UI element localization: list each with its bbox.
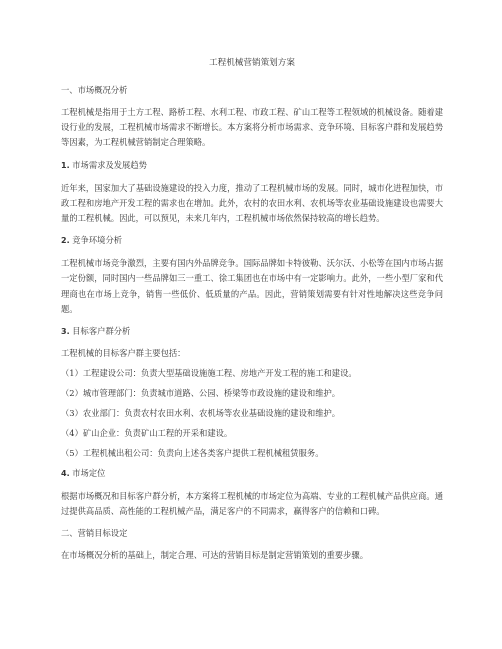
competition-paragraph: 工程机械市场竞争激烈，主要有国内外品牌竞争。国际品牌如卡特彼勒、沃尔沃、小松等在国内市场占据一定份额，同时国内一些品牌如三一重工、徐工集团也在市场中有一定影响力。此外，一些小型厂家和代理商也在市场上竞争，销售一些低价、低质量的产品。因此，营销策划需要有针对性地解决这些竞争问题。 (61, 258, 443, 314)
document-title: 工程机械营销策划方案 (209, 58, 295, 68)
subsection-title: 目标客户群分析 (72, 326, 131, 337)
subsection-heading-demand (61, 159, 443, 172)
subsection-heading-positioning (61, 467, 443, 480)
customers-intro: 工程机械的目标客户群主要包括： (61, 348, 186, 359)
list-item: （2）城市管理部门：负责城市道路、公园、桥梁等市政设施的建设和维护。 (61, 388, 341, 399)
list-item: （1）工程建设公司：负责大型基础设施施工程、房地产开发工程的施工和建设。 (61, 368, 357, 379)
market-overview-intro: 工程机械是指用于土方工程、路桥工程、水利工程、市政工程、矿山工程等工程领域的机械设备。随着建设行业的发展，工程机械市场需求不断增长。本方案将分析市场需求、竞争环境、目标客户群和发展趋势等因素，为工程机械营销制定合理策略。 (61, 107, 443, 148)
section-heading-marketing-goals: 二、营销目标设定 (61, 528, 128, 539)
demand-paragraph: 近年来，国家加大了基础设施建设的投入力度，推动了工程机械市场的发展。同时，城市化进程加快，市政工程和房地产开发工程的需求也在增加。此外，农村的农田水利、农机场等农业基础设施建设也需要大量的工程机械。因此，可以预见，未来几年内，工程机械市场依然保持较高的增长趋势。 (61, 182, 443, 224)
subsection-title: 竞争环境分析 (72, 235, 123, 246)
section-heading-market-overview: 一、市场概况分析 (61, 85, 128, 95)
document-content (61, 57, 443, 572)
list-item: （4）矿山企业：负责矿山工程的开采和建设。 (61, 428, 233, 439)
list-item: （3）农业部门：负责农村农田水利、农机场等农业基础设施的建设和维护。 (61, 408, 341, 419)
subsection-number: 2. (61, 236, 70, 246)
subsection-heading-customers (61, 325, 443, 338)
subsection-number: 3. (61, 327, 70, 337)
subsection-heading-competition (61, 234, 443, 247)
marketing-goals-paragraph: 在市场概况分析的基础上，制定合理、可达的营销目标是制定营销策划的重要步骤。 (61, 550, 368, 561)
subsection-title: 市场需求及发展趋势 (72, 159, 147, 170)
positioning-paragraph: 根据市场概况和目标客户群分析，本方案将工程机械的市场定位为高端、专业的工程机械产品供应商。通过提供高品质、高性能的工程机械产品，满足客户的不同需求，赢得客户的信赖和口碑。 (61, 491, 443, 517)
subsection-number: 4. (61, 469, 70, 479)
subsection-title: 市场定位 (72, 468, 106, 479)
subsection-number: 1. (61, 160, 70, 170)
list-item: （5）工程机械出租公司：负责向上述各类客户提供工程机械租赁服务。 (61, 448, 324, 459)
